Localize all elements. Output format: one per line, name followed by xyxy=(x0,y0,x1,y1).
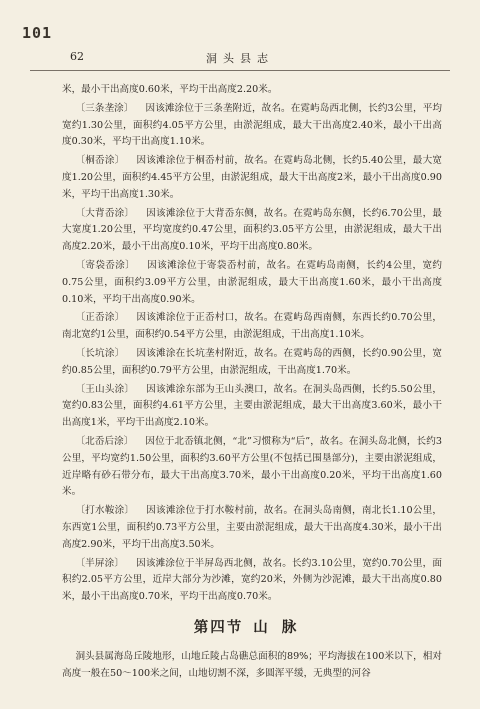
entry-paragraph xyxy=(62,382,442,432)
entry-text: 因该滩涂位于打水鞍村前，故名。在洞头岛南侧，南北长1.10公里，东西宽1公里，面积约0.73平方公里，主要由淤泥组成，最大干出高度4.30米，最小干出高度2.90米，平均干出高度3.50米。 xyxy=(62,505,442,550)
entry-text: 因该滩涂东部为王山头澳口，故名。在洞头岛西侧，长约5.50公里，宽约0.83公里，面积约4.61平方公里，主要由淤泥组成，最大干出高度3.60米，最小干出高度1米，平均干出高度2.10米。 xyxy=(62,383,442,429)
entry-text: 因该滩涂位于寄袋岙村前，故名。在霓屿岛南侧，长约4公里，宽约0.75公里，面积约3.09平方公里，由淤泥组成，最大干出高度1.60米，最小干出高度0.10米，平均干出高度0.90米。 xyxy=(62,259,443,305)
section-body-paragraph: 洞头县属海岛丘陵地形，山地丘陵占岛礁总面积的89%；平均海拔在100米以下，相对高度一般在50～100米之间，山地切割不深，多圆浑平缓，无典型的河谷 xyxy=(62,650,442,679)
entry-text: 因该滩涂位于正岙村口，故名。在霓屿岛西南侧，东西长约0.70公里，南北宽约1公里，面积约0.54平方公里，由淤泥组成，干出高度1.10米。 xyxy=(62,312,442,341)
entry-paragraph xyxy=(62,206,442,256)
entry-text: 因该滩涂位于三条垄附近，故名。在霓屿岛西北侧，长约3公里，平均宽约1.30公里，面积约4.05平方公里，由淤泥组成，最大干出高度2.40米，最小干出高度0.30米，平均干出高度1.10米。 xyxy=(62,102,442,148)
section-number: 第四节 xyxy=(193,618,244,636)
entry-paragraph xyxy=(62,503,442,553)
section-title: 山脉 xyxy=(253,618,311,636)
entry-term: 〔长坑涂〕 xyxy=(75,347,125,359)
entry-paragraph xyxy=(62,258,442,308)
entry-text: 因该滩涂位于大背岙东侧，故名。在霓屿岛东侧，长约6.70公里，最大宽度1.20公里，平均宽度约0.47公里，面积约3.05平方公里，由淤泥组成，最大干出高度2.20米，最小干出高度0.10米，平均干出高度0.80米。 xyxy=(62,207,442,253)
entry-term: 〔北岙后涂〕 xyxy=(75,435,134,447)
entry-term: 〔三条垄涂〕 xyxy=(75,102,134,114)
entry-term: 〔打水鞍涂〕 xyxy=(75,505,135,517)
entry-paragraph xyxy=(62,434,442,501)
entry-term: 〔王山头涂〕 xyxy=(75,383,135,395)
entry-paragraph xyxy=(62,556,442,606)
entry-term: 〔大背岙涂〕 xyxy=(75,207,135,219)
page-number: 62 xyxy=(70,50,84,63)
folio-number: 101 xyxy=(22,24,53,42)
entry-term: 〔寄袋岙涂〕 xyxy=(75,259,136,271)
entry-text: 因该滩涂位于桐岙村前，故名。在霓屿岛北侧，长约5.40公里，最大宽度1.20公里，面积约4.45平方公里，由淤泥组成，最大干出高度2米，最小干出高度0.90米，平均干出高度1.30米。 xyxy=(62,155,442,200)
entry-text: 因该滩涂位于半屏岛西北侧，故名。长约3.10公里，宽约0.70公里，面积约2.05平方公里，近岸大部分为沙滩，宽约20米，外侧为沙泥滩，最大干出高度0.80米，最小干出高度0.70米，平均干出高度0.70米。 xyxy=(62,557,442,603)
entry-paragraph xyxy=(62,153,442,203)
continuation-paragraph: 米，最小干出高度0.60米，平均干出高度2.20米。 xyxy=(62,84,278,95)
entry-term: 〔正岙涂〕 xyxy=(75,312,125,324)
entry-paragraph xyxy=(62,101,442,151)
page-body xyxy=(62,82,442,682)
running-header xyxy=(30,50,450,71)
entry-term: 〔半屏涂〕 xyxy=(75,557,125,569)
entry-paragraph xyxy=(62,346,442,380)
entry-text: 因位于北岙镇北侧，“北”习惯称为“后”，故名。在洞头岛北侧，长约3公里，平均宽约1.50公里，面积约3.60平方公里(不包括已围垦部分)，主要由淤泥组成，近岸略有砂石带分布，最大干出高度3.70米，最小干出高度0.20米，平均干出高度1.60米。 xyxy=(62,435,442,498)
entry-term: 〔桐岙涂〕 xyxy=(75,155,125,167)
section-heading xyxy=(62,620,442,637)
entry-paragraph xyxy=(62,310,442,344)
book-title: 洞头县志 xyxy=(206,52,274,65)
entry-text: 因该滩涂在长坑垄村附近，故名。在霓屿岛的西侧，长约0.90公里，宽约0.85公里，面积约0.79平方公里，由淤泥组成，干出高度1.70米。 xyxy=(62,347,442,376)
